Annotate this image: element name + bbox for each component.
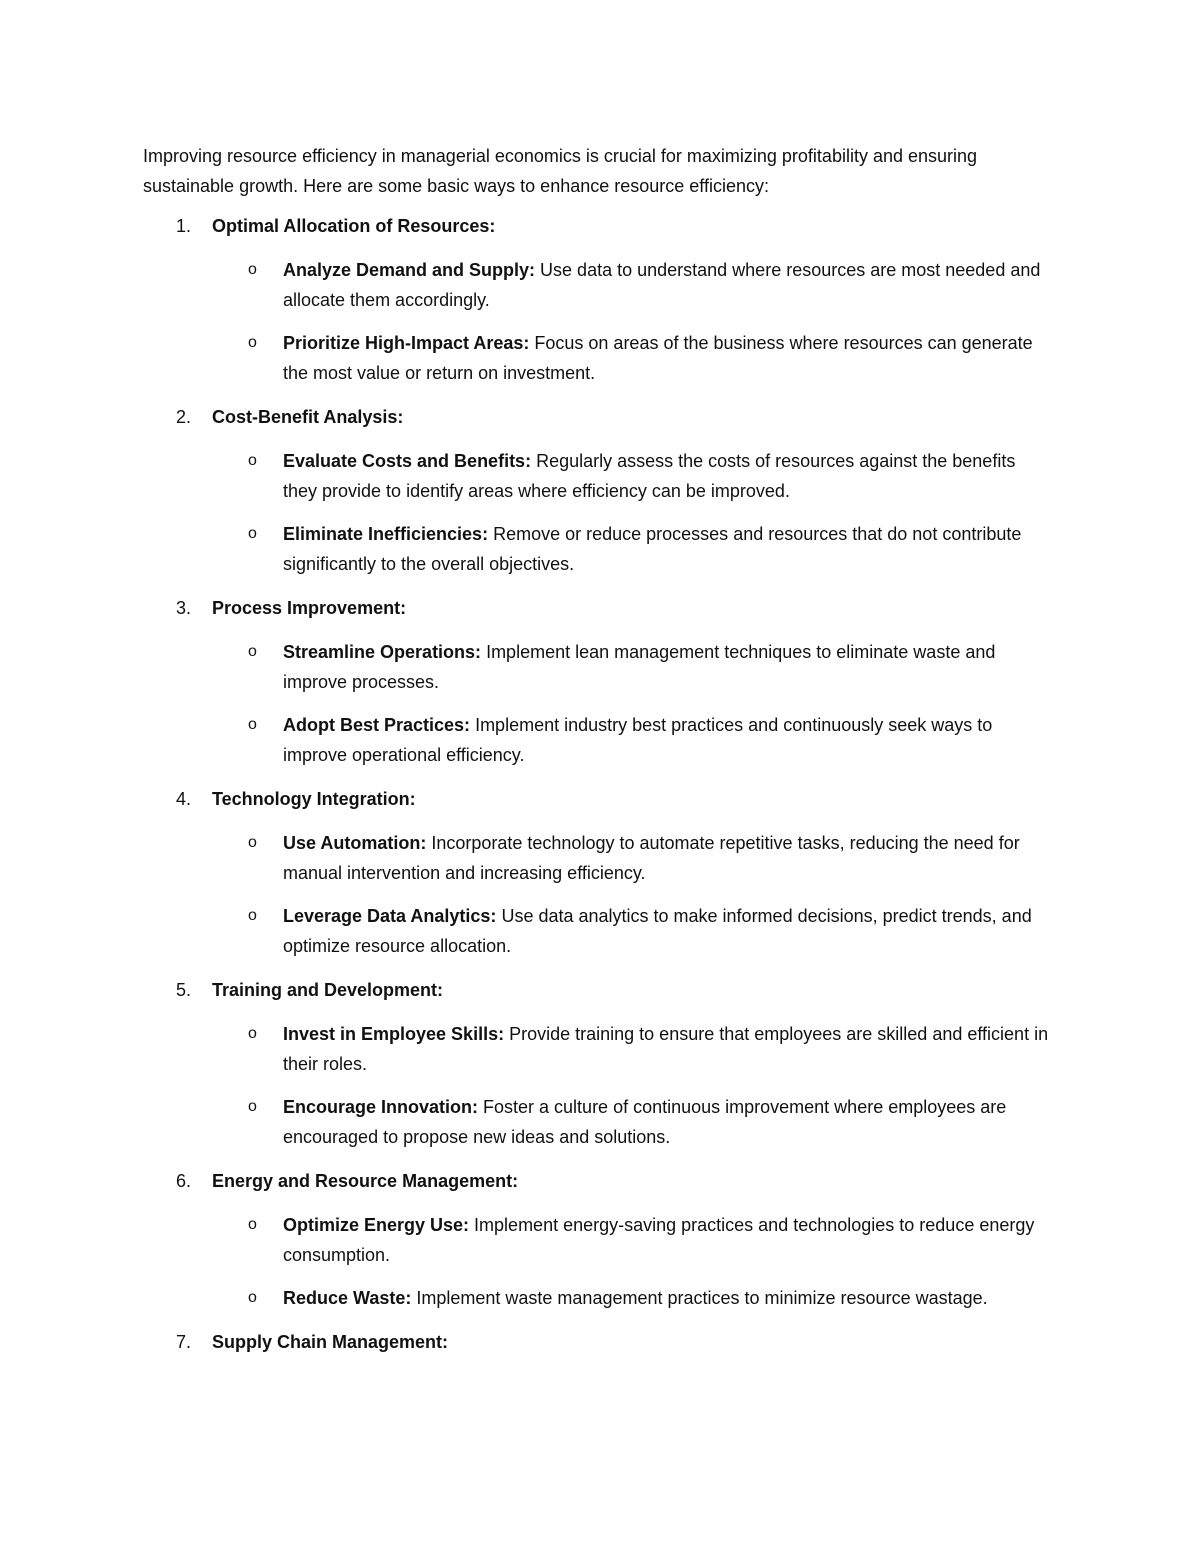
sub-list-item: [143, 828, 1083, 888]
sub-list-item: [143, 519, 1083, 579]
list-item-number: 5.: [176, 980, 192, 1000]
list-item-heading: [143, 211, 1083, 241]
sub-item-title: Analyze Demand and Supply:: [283, 260, 536, 280]
list-item: [143, 211, 1083, 388]
circle-bullet-icon: o: [248, 907, 257, 924]
sub-item-text: Implement industry best practices and continuously seek ways to improve operational efficiency.: [283, 715, 993, 765]
sub-list-item: [143, 1092, 1083, 1152]
sub-item-title: Evaluate Costs and Benefits:: [283, 451, 532, 471]
list-item-title: Technology Integration:: [212, 789, 416, 809]
sub-item-title: Adopt Best Practices:: [283, 715, 471, 735]
sub-item-text: Use data to understand where resources are most needed and allocate them accordingly.: [283, 260, 1041, 310]
sub-item-title: Encourage Innovation:: [283, 1097, 479, 1117]
list-item: [143, 402, 1083, 579]
circle-bullet-icon: o: [248, 525, 257, 542]
list-item: [143, 593, 1083, 770]
sub-item-title: Streamline Operations:: [283, 642, 482, 662]
sub-item-text: Use data analytics to make informed decisions, predict trends, and optimize resource allocation.: [283, 906, 1032, 956]
sub-list-item: [143, 446, 1083, 506]
list-item-heading: [143, 975, 1083, 1005]
list-item: [143, 1327, 1083, 1357]
sub-item-text: Implement lean management techniques to eliminate waste and improve processes.: [283, 642, 996, 692]
circle-bullet-icon: o: [248, 1098, 257, 1115]
sub-list: [143, 637, 1083, 770]
sub-item-text: Provide training to ensure that employees are skilled and efficient in their roles.: [283, 1024, 1049, 1074]
sub-list-item: [143, 1210, 1083, 1270]
circle-bullet-icon: o: [248, 1289, 257, 1306]
list-item-title: Optimal Allocation of Resources:: [212, 216, 496, 236]
list-item: [143, 1166, 1083, 1313]
list-item-title: Supply Chain Management:: [212, 1332, 449, 1352]
sub-item-text: Foster a culture of continuous improvement where employees are encouraged to propose new ideas and solutions.: [283, 1097, 1007, 1147]
list-item-number: 2.: [176, 407, 192, 427]
sub-item-title: Reduce Waste:: [283, 1288, 412, 1308]
circle-bullet-icon: o: [248, 1025, 257, 1042]
sub-item-text: Focus on areas of the business where resources can generate the most value or return on investment.: [283, 333, 1033, 383]
circle-bullet-icon: o: [248, 452, 257, 469]
sub-item-text: Implement waste management practices to minimize resource wastage.: [411, 1288, 988, 1308]
list-item-heading: [143, 402, 1083, 432]
list-item: [143, 975, 1083, 1152]
sub-list: [143, 255, 1083, 388]
list-item-title: Process Improvement:: [212, 598, 407, 618]
list-item-heading: [143, 1166, 1083, 1196]
circle-bullet-icon: o: [248, 334, 257, 351]
list-item-title: Training and Development:: [212, 980, 444, 1000]
list-item-title: Cost-Benefit Analysis:: [212, 407, 404, 427]
list-item-heading: [143, 593, 1083, 623]
sub-item-text: Remove or reduce processes and resources that do not contribute significantly to the overall objectives.: [283, 524, 1022, 574]
sub-item-title: Use Automation:: [283, 833, 427, 853]
list-item: [143, 784, 1083, 961]
sub-item-title: Eliminate Inefficiencies:: [283, 524, 489, 544]
list-item-heading: [143, 784, 1083, 814]
sub-item-text: Regularly assess the costs of resources against the benefits they provide to identify areas where efficiency can be improved.: [283, 451, 1016, 501]
sub-item-title: Leverage Data Analytics:: [283, 906, 497, 926]
list-item-number: 6.: [176, 1171, 192, 1191]
sub-list-item: [143, 255, 1083, 315]
sub-list: [143, 1210, 1083, 1313]
sub-list-item: [143, 1019, 1083, 1079]
list-item-title: Energy and Resource Management:: [212, 1171, 519, 1191]
sub-item-title: Optimize Energy Use:: [283, 1215, 470, 1235]
circle-bullet-icon: o: [248, 643, 257, 660]
sub-item-text: Implement energy-saving practices and technologies to reduce energy consumption.: [283, 1215, 1035, 1265]
circle-bullet-icon: o: [248, 1216, 257, 1233]
sub-list: [143, 828, 1083, 961]
sub-list: [143, 446, 1083, 579]
sub-list-item: [143, 328, 1083, 388]
circle-bullet-icon: o: [248, 716, 257, 733]
circle-bullet-icon: o: [248, 834, 257, 851]
sub-list-item: [143, 1283, 1083, 1313]
numbered-list: [143, 211, 1083, 1371]
sub-list-item: [143, 710, 1083, 770]
sub-item-title: Invest in Employee Skills:: [283, 1024, 505, 1044]
sub-item-text: Incorporate technology to automate repetitive tasks, reducing the need for manual intervention and increasing efficiency.: [283, 833, 1020, 883]
list-item-number: 3.: [176, 598, 192, 618]
sub-list-item: [143, 637, 1083, 697]
list-item-heading: [143, 1327, 1083, 1357]
list-item-number: 1.: [176, 216, 192, 236]
intro-paragraph: Improving resource efficiency in managerial economics is crucial for maximizing profitability and ensuring sustainable growth. Here are some basic ways to enhance resource efficiency:: [143, 146, 978, 196]
list-item-number: 4.: [176, 789, 192, 809]
sub-item-title: Prioritize High-Impact Areas:: [283, 333, 530, 353]
circle-bullet-icon: o: [248, 261, 257, 278]
sub-list-item: [143, 901, 1083, 961]
list-item-number: 7.: [176, 1332, 192, 1352]
sub-list: [143, 1019, 1083, 1152]
